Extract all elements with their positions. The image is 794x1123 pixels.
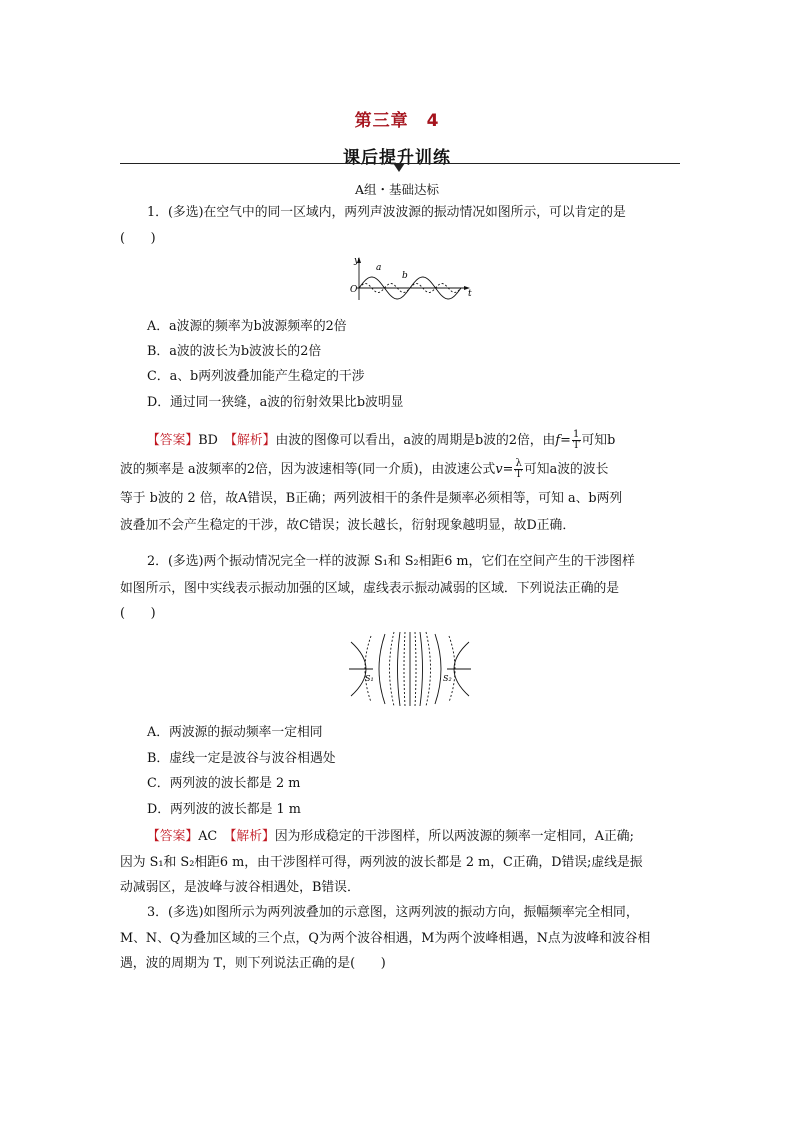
q1-analysis-line2 [120,459,608,480]
q2-answer: AC [198,829,218,844]
q2-analysis-line3: 动减弱区，是波峰与波谷相遇处，B错误． [120,880,360,895]
frac-numerator: 1 [572,429,580,440]
frac-denominator: T [515,469,522,480]
divider-marker-icon [393,163,405,172]
q1-frac-lambda-over-t [514,459,523,480]
q3-stem-line2: M、N、Q为叠加区域的三个点，Q为两个波谷相遇，M为两个波峰相遇，N点为波峰和波谷相 [120,931,651,946]
q2-analysis-line2: 因为 S₁和 S₂相距6 m，由干涉图样可得，两列波的波长都是 2 m，C正确，D错误;虚线是振 [120,855,643,870]
q1-f-eq: f= [555,433,571,448]
q2-option-b: B．虚线一定是波谷与波谷相遇处 [147,751,336,766]
group-title: A组・基础达标 [354,182,440,197]
q1-analysis-text2: 波的频率是 a波频率的2倍，因为波速相等(同一介质)，由波速公式 [120,462,496,477]
q1-stem-line1: 1．(多选)在空气中的同一区域内，两列声波波源的振动情况如图所示，可以肯定的是 [147,205,626,220]
q1-option-b: B．a波的波长为b波波长的2倍 [147,344,322,359]
q1-analysis-line3: 等于 b波的 2 倍，故A错误，B正确；两列波相干的条件是频率必须相等，可知 a、b两列 [120,491,623,506]
q1-option-c: C．a、b两列波叠加能产生稳定的干涉 [147,369,365,384]
q2-stem-line2: 如图所示，图中实线表示振动加强的区域，虚线表示振动减弱的区域．下列说法正确的是 [120,581,620,596]
q1-origin-label: O [350,285,358,295]
q2-analysis-text: 因为形成稳定的干涉图样，所以两波源的频率一定相同，A正确; [274,829,634,844]
q1-analysis-tag: 【解析】 [230,433,276,448]
q1-stem-line2: ( ) [120,231,156,246]
chapter-title: 第三章 4 [354,111,440,131]
q1-analysis-line1 [147,430,615,451]
q3-stem-line3: 遇，波的周期为 T，则下列说法正确的是( ) [120,956,386,971]
q1-option-d: D．通过同一狭缝，a波的衍射效果比b波明显 [147,395,404,410]
q1-x-label: t [468,289,472,299]
q1-y-label: y [354,256,360,266]
q1-answer: BD [198,433,218,448]
q1-a-label: a [376,263,382,273]
q2-stem-line1: 2．(多选)两个振动情况完全一样的波源 S₁和 S₂相距6 m，它们在空间产生的干涉图样 [147,554,635,569]
frac-denominator: T [572,440,580,451]
q1-wave-figure [345,254,475,304]
q2-option-a: A．两波源的振动频率一定相同 [147,725,323,740]
q3-stem-line1: 3．(多选)如图所示为两列波叠加的示意图，这两列波的振动方向，振幅频率完全相同， [147,905,639,920]
q1-option-a: A．a波源的频率为b波源频率的2倍 [147,319,347,334]
q1-frac-1-over-t [572,430,581,451]
q2-s1-label: S₁ [365,674,374,683]
frac-numerator: λ [515,458,522,469]
q1-answer-tag: 【答案】 [147,433,199,448]
section-subtitle: 课后提升训练 [343,148,451,168]
q2-s2-label: S₂ [443,674,452,683]
q1-analysis-line4: 波叠加不会产生稳定的干涉，故C错误；波长越长，衍射现象越明显，故D正确． [120,518,576,533]
q1-v-eq: v= [495,462,514,477]
q2-analysis-line1 [147,827,634,847]
q2-analysis-tag: 【解析】 [230,829,275,844]
q2-stem-line3: ( ) [120,606,156,621]
q2-option-c: C．两列波的波长都是 2 m [147,776,301,791]
q1-b-label: b [402,271,408,281]
q2-answer-tag: 【答案】 [147,829,199,844]
q1-analysis-text: 由波的图像可以看出，a波的周期是b波的2倍，由 [275,433,556,448]
q2-interference-figure [345,628,475,710]
q1-analysis-text2-tail: 可知a波的波长 [523,462,609,477]
q2-option-d: D．两列波的波长都是 1 m [147,802,301,817]
q1-analysis-text-tail: 可知b [581,433,616,448]
